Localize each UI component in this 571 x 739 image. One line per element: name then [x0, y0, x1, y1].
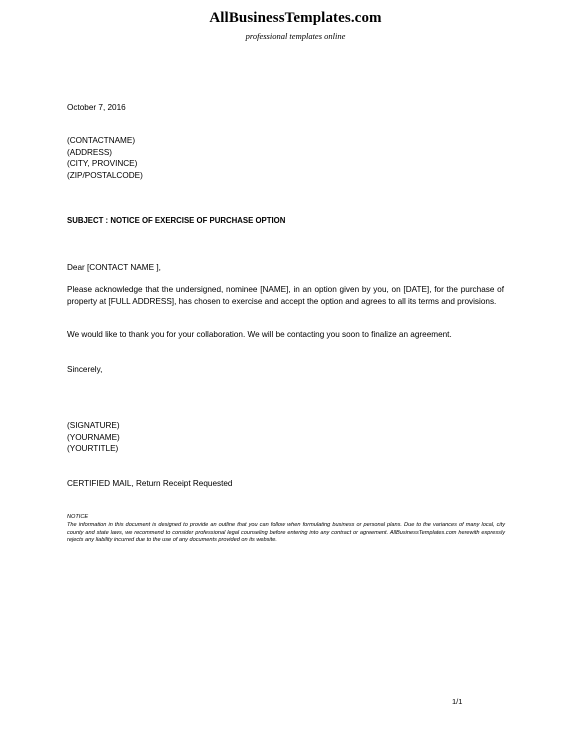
- brand-logo-text: AllBusinessTemplates.com: [209, 10, 382, 26]
- address-line: (ADDRESS): [67, 147, 113, 157]
- address-line: (CONTACTNAME): [67, 136, 136, 145]
- brand-tagline: professional templates online: [245, 31, 346, 41]
- notice-text: The information in this document is designed to provide an outline that you can follow when formulating business or personal plans. Due to the variances of many local, city county and state laws, we recommend to consider professional legal counseling before entering into any contract or agreement. AllBusinessTemplates.com herewith expressly rejects any liability incurred due to the use of any documents provided on its website.: [67, 521, 505, 544]
- signature-line: (YOURTITLE): [67, 444, 119, 454]
- signature-block: [67, 420, 120, 455]
- address-line: (ZIP/POSTALCODE): [67, 170, 143, 180]
- signature-line: (YOURNAME): [67, 432, 120, 442]
- letter-subject: SUBJECT : NOTICE OF EXERCISE OF PURCHASE OPTION: [67, 216, 286, 225]
- address-line: (CITY, PROVINCE): [67, 159, 138, 169]
- letter-date: October 7, 2016: [67, 103, 126, 112]
- letter-salutation: Dear [CONTACT NAME ],: [67, 263, 161, 272]
- certified-mail-note: CERTIFIED MAIL, Return Receipt Requested: [67, 479, 233, 488]
- recipient-address: [67, 135, 143, 181]
- letter-closing: Sincerely,: [67, 365, 103, 374]
- letter-body-paragraph-1: Please acknowledge that the undersigned, nominee [NAME], in an option given by you, on [DATE], for the purchase of property at [FULL ADDRESS], has chosen to exercise and accept the option and agrees to all its terms and provisions.: [67, 285, 504, 306]
- letter-body-paragraph-2: We would like to thank you for your collaboration. We will be contacting you soon to finalize an agreement.: [67, 330, 452, 339]
- page-number: 1/1: [452, 697, 463, 706]
- legal-notice: [67, 514, 505, 545]
- signature-line: (SIGNATURE): [67, 421, 120, 430]
- notice-title: NOTICE: [67, 514, 89, 520]
